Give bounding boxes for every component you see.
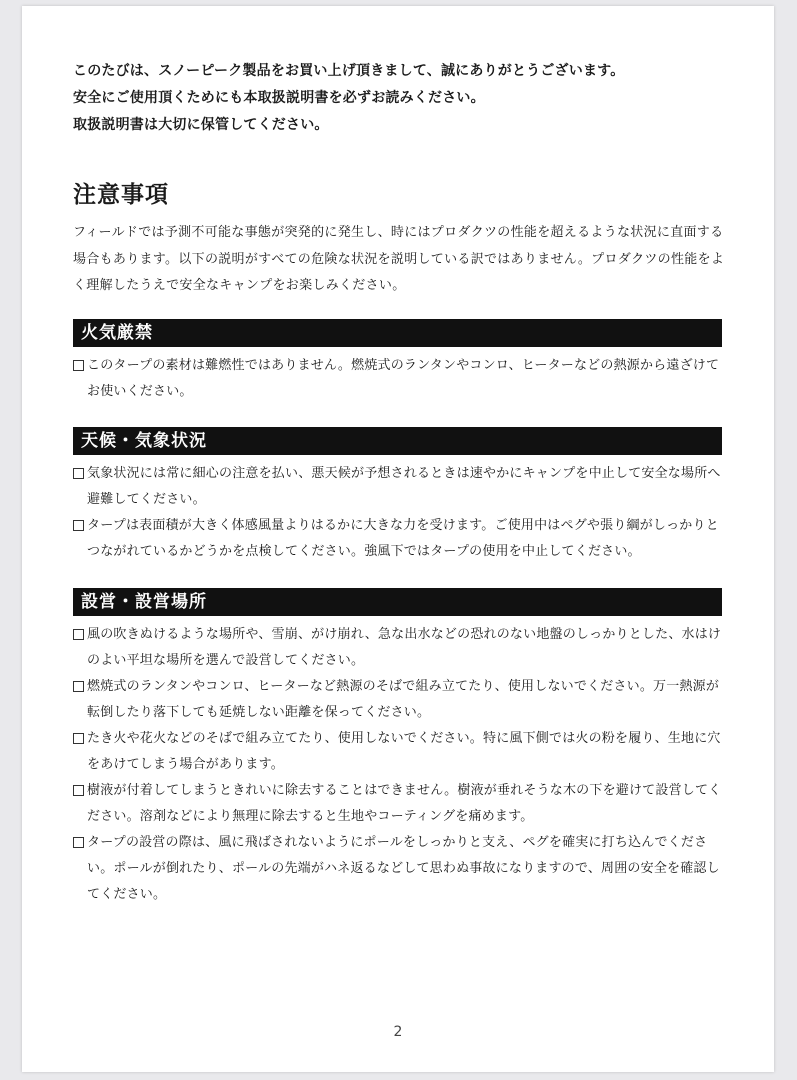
caution-body: フィールドでは予測不可能な事態が突発的に発生し、時にはプロダクツの性能を超えるような状況に直面する場合もあります。以下の説明がすべての危険な状況を説明している訳ではありません。プロダクツの性能をよく理解したうえで安全なキャンプをお楽しみください。 [73,225,725,293]
checkbox[interactable] [73,681,84,692]
intro-line: このたびは、スノーピーク製品をお買い上げ頂きまして、誠にありがとうございます。 [73,63,625,79]
checkbox[interactable] [73,360,84,371]
checkbox[interactable] [73,785,84,796]
list-item [73,461,725,513]
item-text: タープの設営の際は、風に飛ばされないようにポールをしっかりと支え、ペグを確実に打ち込んでください。ポールが倒れたり、ポールの先端がハネ返るなどして思わぬ事故になりますので、周囲の安全を確認してください。 [87,835,720,902]
list-item [73,778,725,830]
checkbox[interactable] [73,629,84,640]
item-text: 燃焼式のランタンやコンロ、ヒーターなど熱源のそばで組み立てたり、使用しないでください。万一熱源が転倒したり落下しても延焼しない距離を保ってください。 [87,679,720,720]
checkbox[interactable] [73,468,84,479]
intro-line: 安全にご使用頂くためにも本取扱説明書を必ずお読みください。 [73,90,485,106]
section-items [73,622,725,908]
checkbox[interactable] [73,837,84,848]
section-weather [73,427,725,565]
list-item [73,513,725,565]
section-fire [73,319,725,405]
intro-block [73,58,725,139]
section-items [73,461,725,565]
list-item [73,622,725,674]
intro-line: 取扱説明書は大切に保管してください。 [73,117,329,133]
item-text: 風の吹きぬけるような場所や、雪崩、がけ崩れ、急な出水などの恐れのない地盤のしっかりとした、水はけのよい平坦な場所を選んで設営してください。 [87,627,722,668]
item-text: たき火や花火などのそばで組み立てたり、使用しないでください。特に風下側では火の粉を履り、生地に穴をあけてしまう場合があります。 [87,731,721,772]
page-number: 2 [393,1024,403,1040]
list-item [73,830,725,908]
list-item [73,353,725,405]
section-title: 設営・設営場所 [73,588,722,616]
caution-heading: 注意事項 [73,182,169,208]
section-items [73,353,725,405]
checkbox[interactable] [73,733,84,744]
checkbox[interactable] [73,520,84,531]
item-text: このタープの素材は難燃性ではありません。燃焼式のランタンやコンロ、ヒーターなどの熱源から遠ざけてお使いください。 [87,358,720,399]
section-title: 天候・気象状況 [73,427,722,455]
section-title: 火気厳禁 [73,319,722,347]
list-item [73,674,725,726]
item-text: 気象状況には常に細心の注意を払い、悪天候が予想されるときは速やかにキャンプを中止して安全な場所へ避難してください。 [87,466,721,507]
item-text: タープは表面積が大きく体感風量よりはるかに大きな力を受けます。ご使用中はペグや張り綱がしっかりとつながれているかどうかを点検してください。強風下ではタープの使用を中止してください。 [87,518,719,559]
list-item [73,726,725,778]
document-page [22,6,774,1072]
section-setup [73,588,725,908]
item-text: 樹液が付着してしまうときれいに除去することはできません。樹液が垂れそうな木の下を避けて設営してください。溶剤などにより無理に除去すると生地やコーティングを痛めます。 [87,783,722,824]
